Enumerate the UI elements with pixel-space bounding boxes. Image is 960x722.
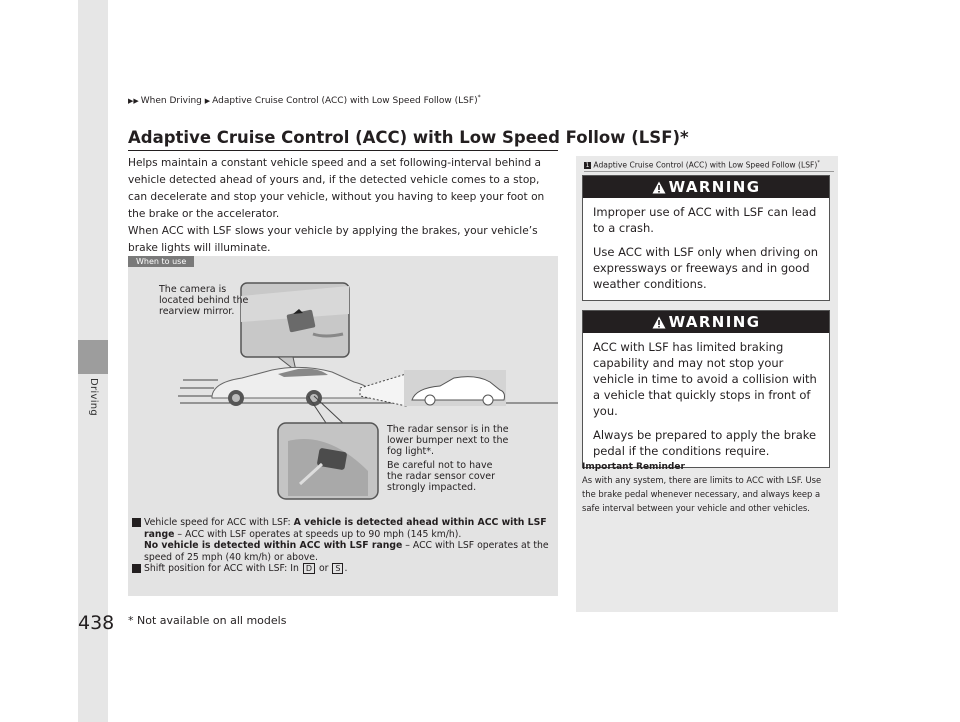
breadcrumb-current: Adaptive Cruise Control (ACC) with Low Speed Follow (LSF): [212, 96, 478, 106]
spec-list: [132, 517, 552, 575]
side-note-divider: [584, 171, 834, 172]
spec-speed: Vehicle speed for ACC with LSF: A vehicle is detected ahead within ACC with LSF range – ACC with LSF operates at speeds up to 90 mph (145 km/h). No vehicle is detected within ACC with LSF range – ACC with LSF operates at the speed of 25 mph (40 km/h) or above.: [132, 517, 552, 563]
breadcrumb-arrow-icon: ▶▶: [128, 97, 139, 105]
warning-box-1: [582, 175, 830, 301]
title-divider: [128, 150, 558, 151]
camera-caption: The camera is located behind the rearview mirror.: [159, 284, 249, 317]
warning-text: Improper use of ACC with LSF can lead to a crash. Use ACC with LSF only when driving on expressways or freeways and in good weather conditions.: [593, 205, 819, 291]
reminder-title: Important Reminder: [582, 462, 685, 472]
radar-caption-warning: Be careful not to have the radar sensor cover strongly impacted.: [387, 460, 496, 493]
page-title: Adaptive Cruise Control (ACC) with Low Speed Follow (LSF)*: [128, 128, 689, 147]
warning-title: WARNING: [583, 311, 829, 333]
intro-paragraph: Helps maintain a constant vehicle speed and a set following-interval behind a vehicle detected ahead of yours and, if the detected vehicle comes to a stop, can decelerate and stop your vehicle, without you having to keep your foot on the brake or the accelerator.: [128, 157, 545, 220]
radar-inset-image: [278, 396, 378, 499]
page-number: 438: [78, 612, 115, 634]
chapter-label: Driving: [88, 378, 99, 417]
radar-caption-location: The radar sensor is in the lower bumper next to the fog light*.: [387, 424, 509, 457]
note-ref-icon: 1: [585, 162, 590, 170]
reminder-body: As with any system, there are limits to ACC with LSF. Use the brake pedal whenever necessary, and always keep a safe interval between your vehicle and other vehicles.: [582, 475, 822, 513]
bullet-square-icon: [132, 518, 141, 527]
footnote: * Not available on all models: [128, 614, 287, 627]
radar-caption: [387, 424, 509, 493]
side-note-header: 1 Adaptive Cruise Control (ACC) with Low Speed Follow (LSF)*: [585, 160, 820, 170]
warning-text: ACC with LSF has limited braking capability and may not stop your vehicle in time to avoid a collision with a vehicle that quickly stops in front of you. Always be prepared to apply the brake pedal if the conditions require.: [593, 340, 817, 458]
warning-box-2: [582, 310, 830, 468]
radar-beam: [360, 374, 406, 406]
spec-shift: Shift position for ACC with LSF: In D or S .: [132, 563, 552, 575]
intro-text: [128, 155, 560, 257]
warning-title: WARNING: [583, 176, 829, 198]
key-d-icon: D: [303, 563, 315, 574]
breadcrumb-mark: *: [477, 94, 481, 101]
intro-paragraph: When ACC with LSF slows your vehicle by applying the brakes, your vehicle’s brake lights will illuminate.: [128, 225, 538, 254]
camera-inset-image: [241, 283, 349, 371]
chapter-tab-marker: [78, 340, 108, 374]
figure-tab: When to use: [128, 256, 194, 267]
breadcrumb: [128, 94, 481, 106]
bullet-square-icon: [132, 564, 141, 573]
lead-vehicle-image: [404, 370, 506, 406]
warning-triangle-icon: [652, 181, 666, 194]
key-s-icon: S: [332, 563, 343, 574]
warning-triangle-icon: [652, 316, 666, 329]
breadcrumb-arrow-icon: ▶: [204, 97, 211, 105]
breadcrumb-parent-link[interactable]: When Driving: [140, 96, 202, 106]
